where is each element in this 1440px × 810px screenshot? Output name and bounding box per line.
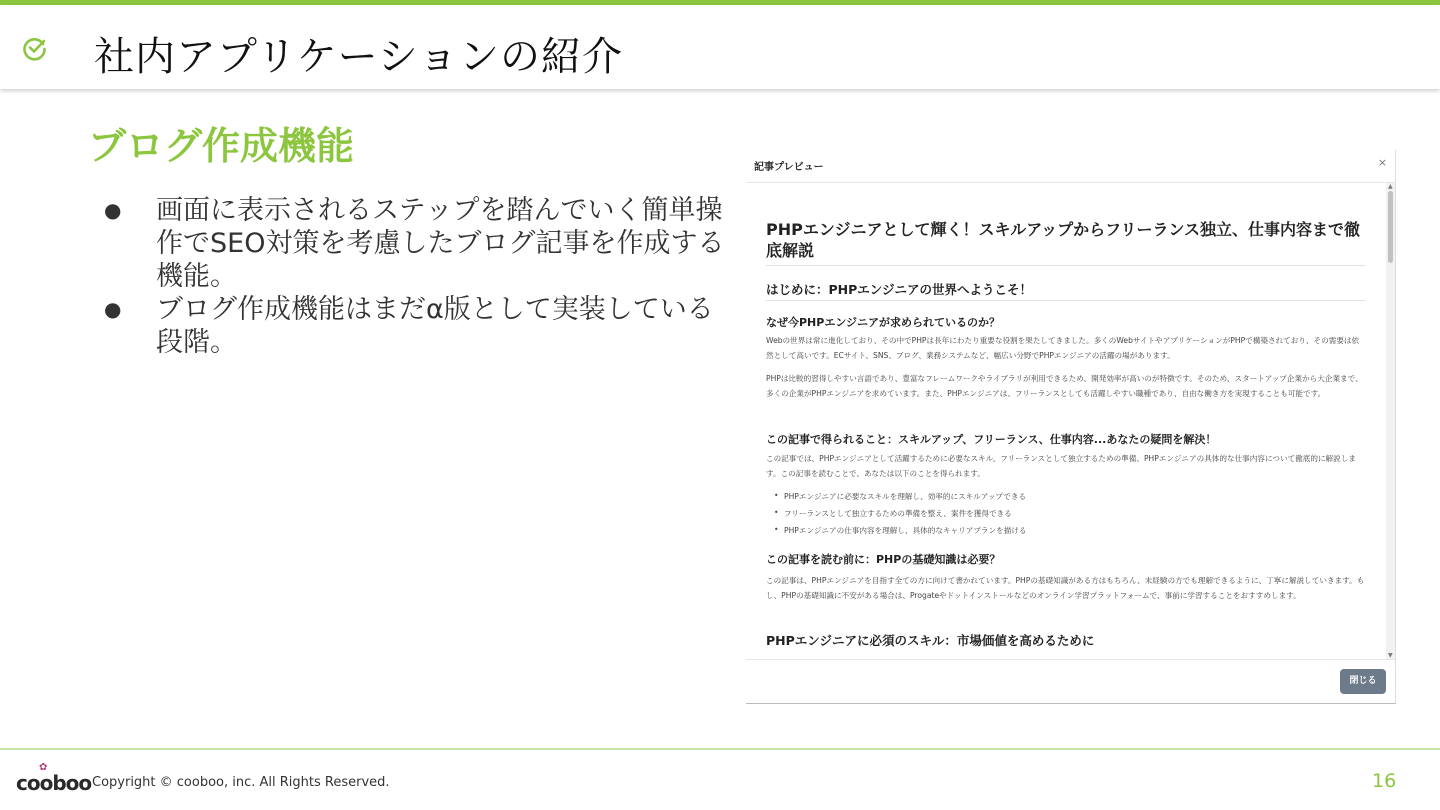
scrollbar[interactable] bbox=[1386, 183, 1395, 659]
page-number: 16 bbox=[1372, 770, 1397, 792]
before-heading: この記事を読む前に：PHPの基礎知識は必要？ bbox=[766, 553, 1001, 566]
footer-divider bbox=[0, 748, 1440, 750]
bullet-item bbox=[100, 194, 740, 293]
why-heading: なぜ今PHPエンジニアが求められているのか？ bbox=[766, 316, 1001, 329]
article-preview-dialog bbox=[746, 150, 1396, 704]
dialog-body[interactable] bbox=[746, 183, 1386, 657]
bullet-list bbox=[100, 194, 740, 359]
why-paragraph-2: PHPは比較的習得しやすい言語であり、豊富なフレームワークやライブラリが利用できるため、開発効率が高いのが特徴です。そのため、スタートアップ企業から大企業まで、多くの企業がPHPエンジニアを求めています。また、PHPエンジニアは、フリーランスとしても活躍しやすい職種であり、自由な働き方を実現することも可能です。 bbox=[766, 374, 1363, 398]
before-paragraph: この記事は、PHPエンジニアを目指す全ての方に向けて書かれています。PHPの基礎知識がある方はもちろん、未経験の方でも理解できるように、丁寧に解説していきます。もし、PHPの基礎知識に不安がある場合は、Progateやドットインストールなどのオンライン学習プラットフォームで、事前に学習することをおすすめします。 bbox=[766, 576, 1365, 600]
bullet-dot-icon: ● bbox=[104, 297, 122, 321]
bullet-text: 画面に表示されるステップを踏んでいく簡単操作でSEO対策を考慮したブログ記事を作成する機能。 bbox=[156, 195, 725, 292]
scroll-down-icon[interactable]: ▼ bbox=[1388, 652, 1393, 659]
company-logo bbox=[16, 762, 92, 795]
article-title: PHPエンジニアとして輝く！スキルアップからフリーランス独立、仕事内容まで徹底解説 bbox=[766, 220, 1361, 260]
gain-heading: この記事で得られること：スキルアップ、フリーランス、仕事内容...あなたの疑問を解決！ bbox=[766, 433, 1217, 446]
list-item: • PHPエンジニアに必要なスキルを理解し、効率的にスキルアップできる bbox=[774, 491, 1027, 501]
header-bar bbox=[0, 5, 1440, 89]
bullet-item bbox=[100, 293, 740, 359]
gain-paragraph: この記事では、PHPエンジニアとして活躍するために必要なスキル、フリーランスとして独立するための準備、PHPエンジニアの具体的な仕事内容について徹底的に解説します。この記事を読むことで、あなたは以下のことを得られます。 bbox=[766, 454, 1356, 478]
logo-flower-icon: ✿ bbox=[39, 762, 48, 773]
list-item: • フリーランスとして独立するための準備を整え、案件を獲得できる bbox=[774, 508, 1012, 518]
dialog-title: 記事プレビュー bbox=[754, 162, 824, 173]
scroll-up-icon[interactable]: ▲ bbox=[1388, 183, 1393, 190]
divider bbox=[766, 265, 1366, 266]
copyright: Copyright © cooboo, inc. All Rights Reserved. bbox=[92, 775, 390, 790]
dialog-header bbox=[746, 150, 1395, 183]
scroll-thumb[interactable] bbox=[1388, 191, 1393, 263]
check-circle-icon bbox=[22, 35, 48, 61]
bullet-dot-icon: ● bbox=[104, 198, 122, 222]
page-title: 社内アプリケーションの紹介 bbox=[94, 34, 623, 80]
logo-text: cooboo bbox=[16, 771, 92, 795]
why-paragraph-1: Webの世界は常に進化しており、その中でPHPは長年にわたり重要な役割を果たしてきました。多くのWebサイトやアプリケーションがPHPで構築されており、その需要は依然として高いです。ECサイト、SNS、ブログ、業務システムなど、幅広い分野でPHPエンジニアの活躍の場があります。 bbox=[766, 336, 1360, 360]
close-button[interactable]: 閉じる bbox=[1340, 669, 1386, 694]
intro-heading: はじめに：PHPエンジニアの世界へようこそ！ bbox=[766, 282, 1032, 297]
dialog-footer bbox=[746, 659, 1395, 704]
close-icon[interactable]: × bbox=[1377, 156, 1387, 169]
divider bbox=[766, 300, 1366, 301]
section-title: ブログ作成機能 bbox=[88, 124, 355, 168]
list-item: • PHPエンジニアの仕事内容を理解し、具体的なキャリアプランを描ける bbox=[774, 525, 1027, 535]
skills-heading: PHPエンジニアに必須のスキル：市場価値を高めるために bbox=[766, 633, 1095, 648]
bullet-text: ブログ作成機能はまだα版として実装している段階。 bbox=[156, 294, 714, 358]
